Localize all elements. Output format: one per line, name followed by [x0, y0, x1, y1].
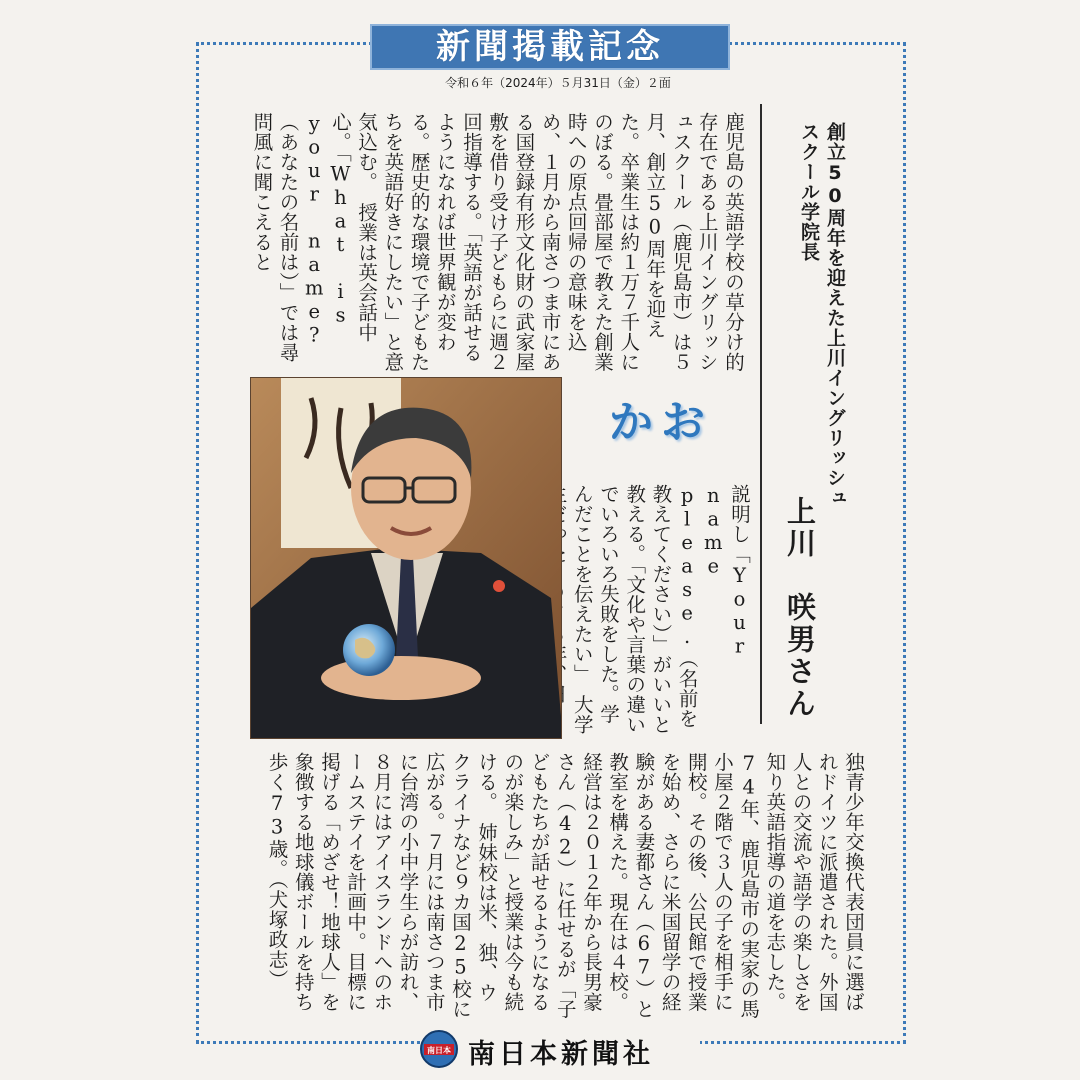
commemoration-banner: 新聞掲載記念: [370, 24, 730, 70]
article-body-bottom: 独青少年交換代表団員に選ばれドイツに派遣された。外国人との交流や語学の楽しさを知り英語指導の道を志した。74年、鹿児島市の実家の馬小屋２階で３人の子を相手に開校。その後、公民館で授業を始め、さらに米国留学の経験がある妻都さん（67）と教室を構えた。現在は４校。経営は２０１２年から長男豪さん（42）に任せるが「子どもたちが話せるようになるのが楽しみ」と授業は今も続ける。 姉妹校は米、独、ウクライナなど９カ国25校に広がる。７月には南さつま市に台湾の小中学生らが訪れ、８月にはアイスランドへのホームステイを計画中。目標に掲げる「めざせ！地球人」を象徴する地球儀ボールを持ち歩く73歳。（犬塚政志）: [265, 752, 865, 1019]
emblem-text: 南日本: [427, 1046, 451, 1055]
publication-date: 令和６年（2024年）５月31日（金）２面: [445, 76, 671, 90]
publisher-logo: [420, 1028, 700, 1074]
person-name: 上川 咲男さん: [783, 496, 817, 720]
article-body-top: 鹿児島の英語学校の草分け的存在である上川イングリッシュスクール（鹿児島市）は５月、創立50周年を迎えた。卒業生は約１万７千人にのぼる。畳部屋で教えた創業時への原点回帰の意味を込め、１月から南さつま市にある国登録有形文化財の武家屋敷を借り受け子どもらに週２回指導する。「英語が話せるようになれば世界観が変わる。歴史的な環境で子どもたちを英語好きにしたい」と意気込む。 授業は英会話中心。「What is your name?（あなたの名前は）」では尋問風に聞こえると: [250, 112, 745, 372]
article-subtitle: 創立50周年を迎えた上川イングリッシュスクール学院長: [798, 122, 846, 508]
publisher-name: 南日本新聞社: [468, 1039, 654, 1070]
portrait-photo: [250, 377, 562, 739]
article-body-middle: 説明し「Your name please.（名前を教えてください）」がいいと教える。「文化や言葉の違いでいろいろ失敗をした。学んだことを伝えたい」 大学: [570, 484, 751, 735]
section-label-kao: かお: [609, 397, 713, 448]
portrait-illustration: [251, 378, 562, 739]
column-divider: [760, 104, 762, 724]
publisher-emblem-icon: [420, 1030, 458, 1068]
